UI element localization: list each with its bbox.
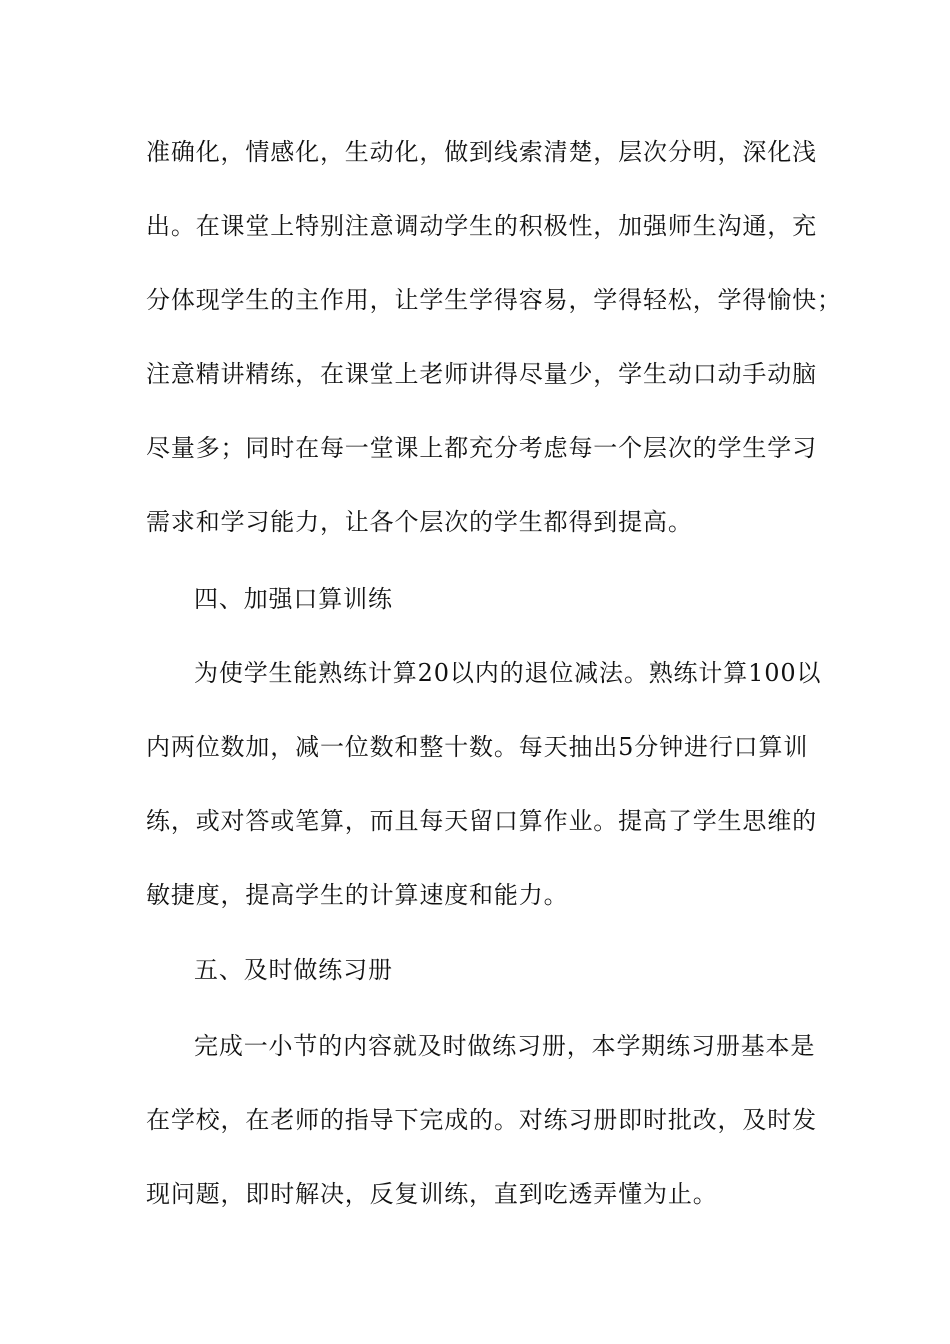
body-text-line: 内两位数加，减一位数和整十数。每天抽出5分钟进行口算训 <box>146 733 809 761</box>
section-heading: 四、加强口算训练 <box>194 585 393 613</box>
body-text-line: 准确化，情感化，生动化，做到线索清楚，层次分明，深化浅 <box>146 138 817 166</box>
section-heading: 五、及时做练习册 <box>194 956 393 984</box>
body-text-line: 尽量多；同时在每一堂课上都充分考虑每一个层次的学生学习 <box>146 434 817 462</box>
body-text-line: 练，或对答或笔算，而且每天留口算作业。提高了学生思维的 <box>146 807 817 835</box>
body-text-line: 为使学生能熟练计算20以内的退位减法。熟练计算100以 <box>194 659 822 687</box>
body-text-line: 在学校，在老师的指导下完成的。对练习册即时批改，及时发 <box>146 1106 817 1134</box>
body-text-line: 注意精讲精练，在课堂上老师讲得尽量少，学生动口动手动脑 <box>146 360 817 388</box>
body-text-line: 现问题，即时解决，反复训练，直到吃透弄懂为止。 <box>146 1180 718 1208</box>
body-text-line: 完成一小节的内容就及时做练习册，本学期练习册基本是 <box>194 1032 816 1060</box>
body-text-line: 敏捷度，提高学生的计算速度和能力。 <box>146 881 569 909</box>
body-text-line: 需求和学习能力，让各个层次的学生都得到提高。 <box>146 508 693 536</box>
body-text-line: 分体现学生的主作用，让学生学得容易，学得轻松，学得愉快； <box>146 286 842 314</box>
body-text-line: 出。在课堂上特别注意调动学生的积极性，加强师生沟通，充 <box>146 212 817 240</box>
